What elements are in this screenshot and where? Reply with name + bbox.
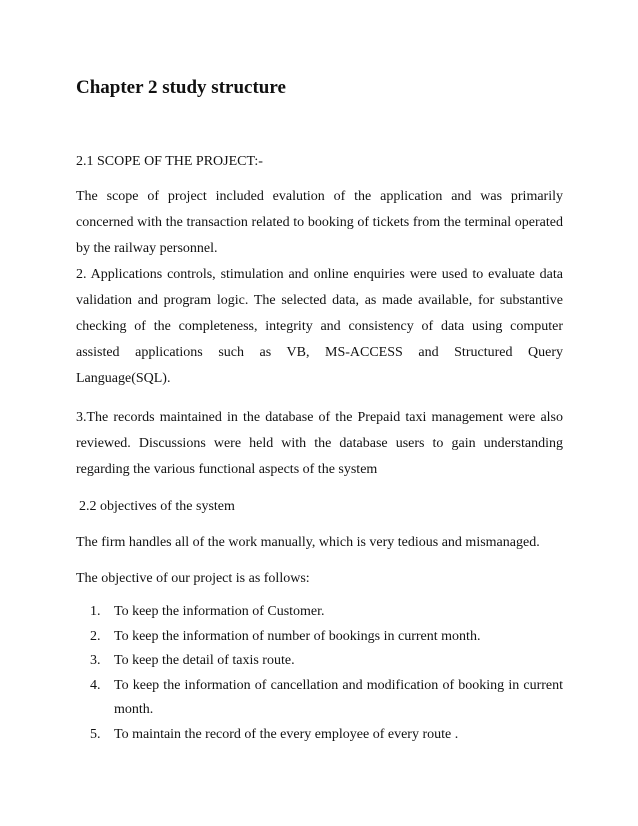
list-item xyxy=(76,649,563,674)
list-item xyxy=(76,600,563,625)
controls-paragraph: 2. Applications controls, stimulation and online enquiries were used to evaluate data validation and program logic. The selected data, as made available, for substantive checking of the completeness, integrity and consistency of data using computer assisted applications such as VB, MS-ACCESS and Structured Query Language(SQL). xyxy=(76,267,563,386)
list-item-text: To keep the information of Customer. xyxy=(114,604,325,619)
list-item-text: To keep the information of number of bookings in current month. xyxy=(114,628,481,644)
list-item-text: To maintain the record of the every employee of every route . xyxy=(114,726,459,742)
list-item xyxy=(76,674,563,723)
objectives-heading: 2.2 objectives of the system xyxy=(79,499,235,514)
objectives-list xyxy=(76,600,563,747)
objective-intro: The objective of our project is as follows: xyxy=(76,571,310,586)
list-item xyxy=(76,625,563,650)
list-item xyxy=(76,723,563,748)
list-item-text: To keep the information of cancellation and modification of booking in current month. xyxy=(114,677,563,717)
scope-heading: 2.1 SCOPE OF THE PROJECT:- xyxy=(76,154,263,169)
list-item-number: 5. xyxy=(90,726,101,742)
records-paragraph: 3.The records maintained in the database of the Prepaid taxi management were also reviewed. Discussions were held with the database users to gain understanding regarding the various functional aspects of the system xyxy=(76,410,563,477)
list-item-number: 1. xyxy=(90,604,101,619)
list-item-text: To keep the detail of taxis route. xyxy=(114,653,295,668)
chapter-title: Chapter 2 study structure xyxy=(76,77,286,98)
list-item-number: 4. xyxy=(90,677,101,693)
list-item-number: 2. xyxy=(90,628,101,644)
scope-paragraph: The scope of project included evalution of the application and was primarily concerned with the transaction related to booking of tickets from the terminal operated by the railway personnel. xyxy=(76,189,563,256)
firm-statement: The firm handles all of the work manually, which is very tedious and mismanaged. xyxy=(76,535,540,550)
list-item-number: 3. xyxy=(90,653,101,668)
